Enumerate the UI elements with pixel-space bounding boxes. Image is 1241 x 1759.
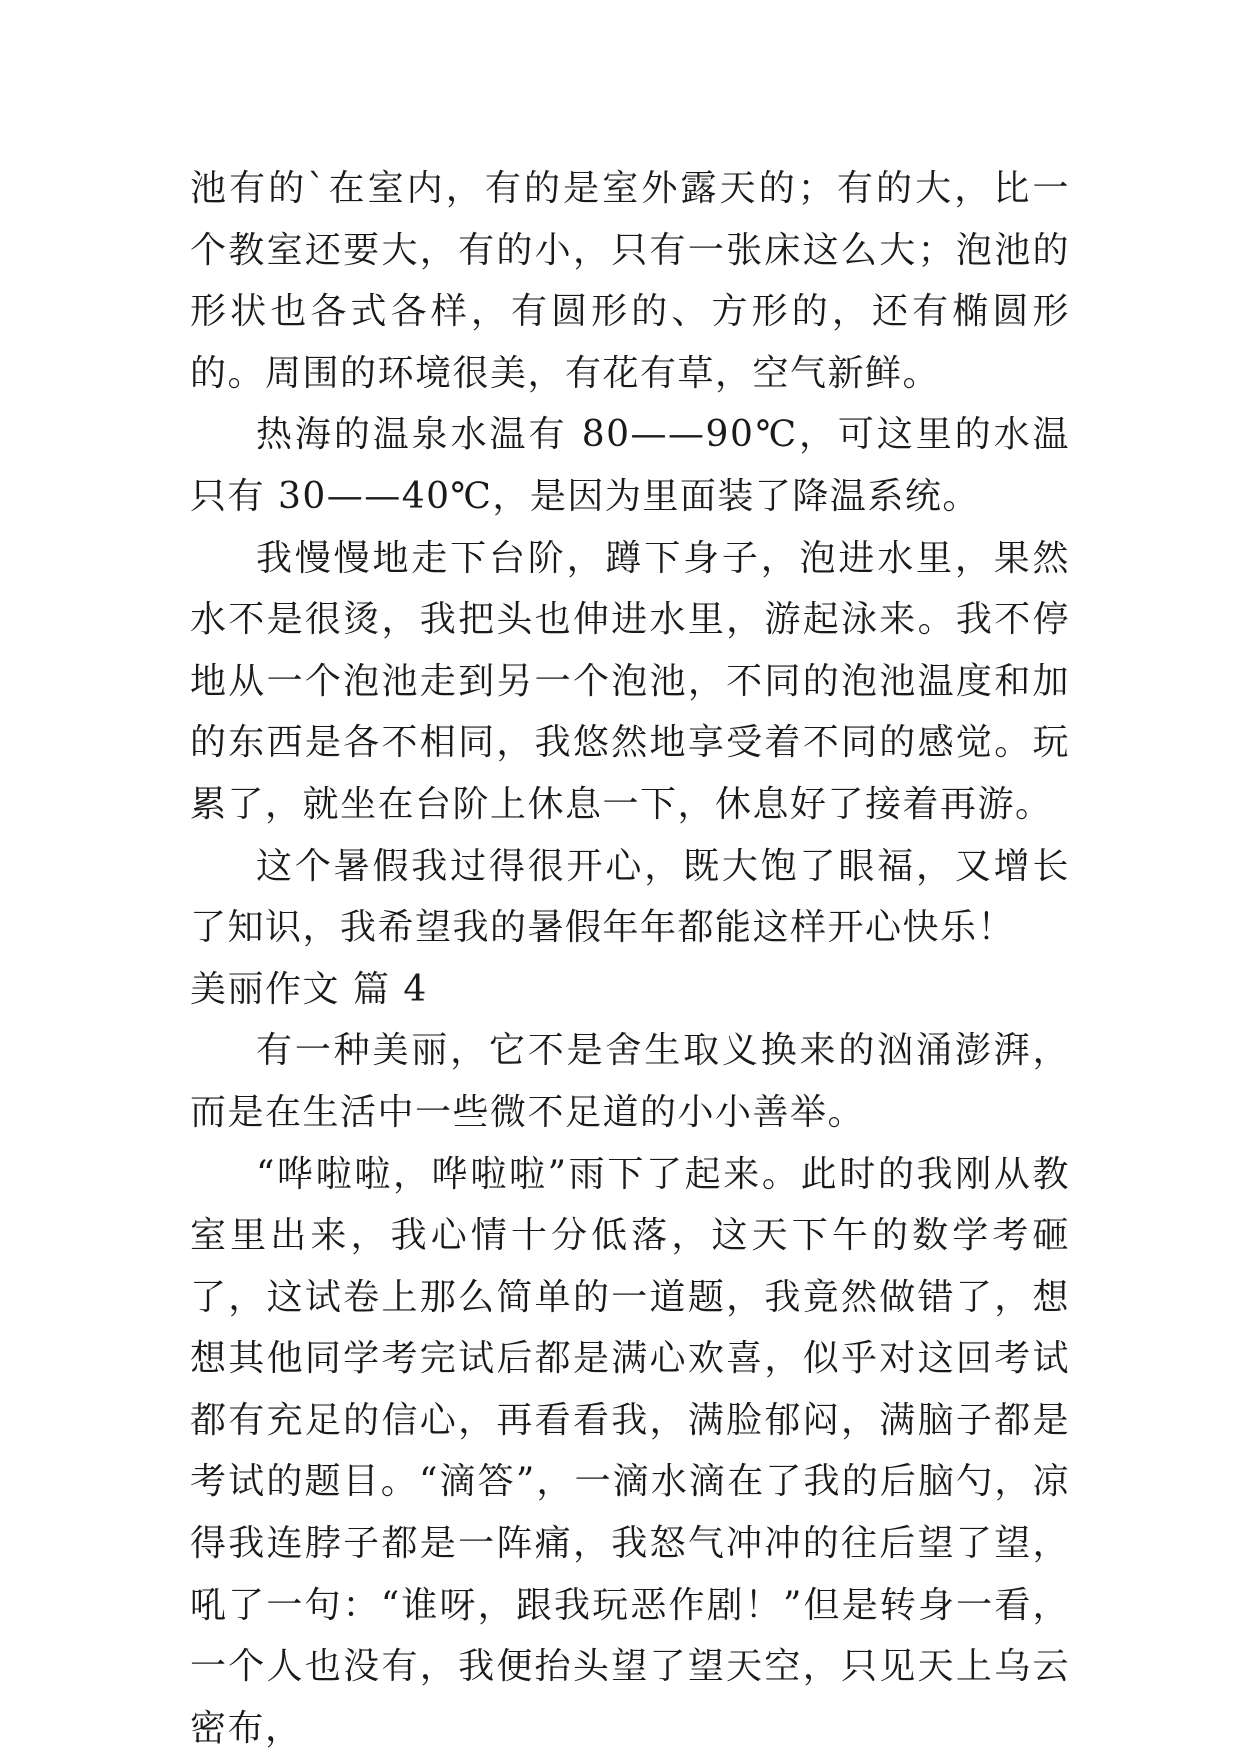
- essay-body: [190, 158, 1070, 1759]
- paragraph: 这个暑假我过得很开心，既大饱了眼福，又增长了知识，我希望我的暑假年年都能这样开心快乐！: [190, 836, 1070, 959]
- paragraph: “哗啦啦，哗啦啦”雨下了起来。此时的我刚从教室里出来，我心情十分低落，这天下午的数学考砸了，这试卷上那么简单的一道题，我竟然做错了，想想其他同学考完试后都是满心欢喜，似乎对这回考试都有充足的信心，再看看我，满脸郁闷，满脑子都是考试的题目。“滴答”，一滴水滴在了我的后脑勺，凉得我连脖子都是一阵痛，我怒气冲冲的往后望了望，吼了一句：“谁呀，跟我玩恶作剧！”但是转身一看，一个人也没有，我便抬头望了望天空，只见天上乌云密布，: [190, 1144, 1070, 1759]
- paragraph: 有一种美丽，它不是舍生取义换来的汹涌澎湃，而是在生活中一些微不足道的小小善举。: [190, 1020, 1070, 1143]
- paragraph: 我慢慢地走下台阶，蹲下身子，泡进水里，果然水不是很烫，我把头也伸进水里，游起泳来。我不停地从一个泡池走到另一个泡池，不同的泡池温度和加的东西是各不相同，我悠然地享受着不同的感觉。玩累了，就坐在台阶上休息一下，休息好了接着再游。: [190, 528, 1070, 836]
- section-heading: 美丽作文 篇 4: [190, 959, 1070, 1021]
- paragraph: 池有的`在室内，有的是室外露天的；有的大，比一个教室还要大，有的小，只有一张床这么大；泡池的形状也各式各样，有圆形的、方形的，还有椭圆形的。周围的环境很美，有花有草，空气新鲜。: [190, 158, 1070, 404]
- paragraph: 热海的温泉水温有 80——90℃，可这里的水温只有 30——40℃，是因为里面装了降温系统。: [190, 404, 1070, 527]
